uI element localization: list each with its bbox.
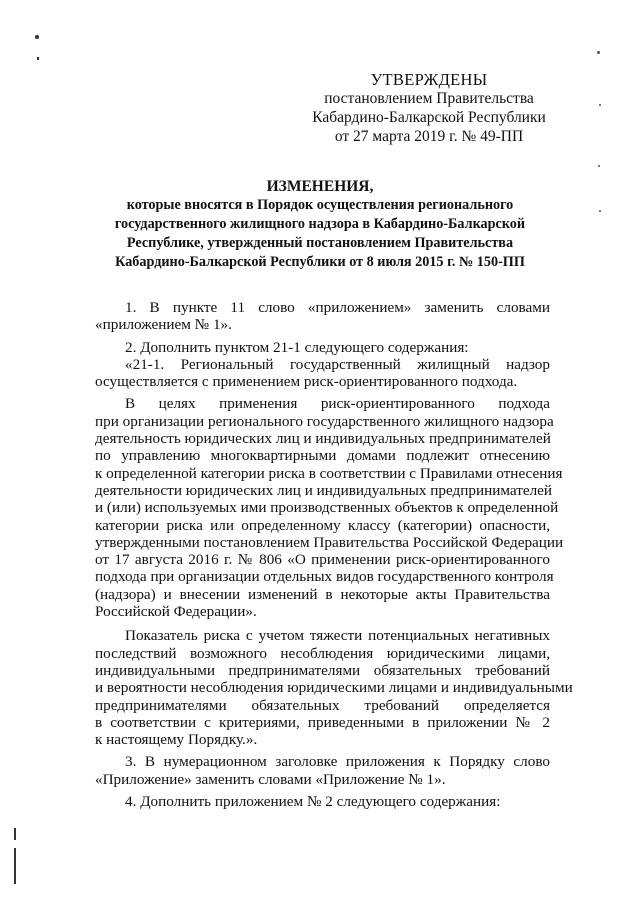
text-line: осуществляется с применением риск-ориентированного подхода. [95, 373, 518, 391]
approval-block [300, 70, 558, 146]
text-line: деятельности юридических лиц и индивидуальных предпринимателей [95, 481, 553, 499]
text-line: и (или) используемых ими производственных объектов к определенной [95, 499, 559, 517]
scan-mark [37, 57, 39, 60]
text-line: от 17 августа 2016 г. № 806 «О применении риск-ориентированного [95, 551, 550, 569]
text-line: деятельность юридических лиц и индивидуальных предпринимателей [95, 430, 551, 448]
heading-line: Кабардино-Балкарской Республики от 8 июля 2015 г. № 150-ПП [115, 254, 525, 270]
heading-line: Республике, утвержденный постановлением Правительства [126, 235, 514, 251]
text-line: в соответствии с критериями, приведенными в приложении № 2 [95, 713, 550, 731]
text-line: 2. Дополнить пунктом 21-1 следующего содержания: [125, 338, 469, 356]
text-line: предпринимателями обязательных требований определяется [95, 696, 550, 714]
text-line: к определенной категории риска в соответствии с Правилами отнесения [95, 464, 563, 482]
text-line: Российской Федерации». [95, 603, 257, 621]
text-line: «21-1. Региональный государственный жилищный надзор [125, 355, 550, 373]
text-line: «Приложение» заменить словами «Приложение № 1». [95, 770, 446, 788]
document-heading [90, 177, 550, 272]
text-line: индивидуальными предпринимателями обязательных требований [95, 661, 550, 679]
heading-line: государственного жилищного надзора в Кабардино-Балкарской [114, 216, 526, 232]
scan-mark [35, 35, 39, 39]
text-line: «приложением № 1». [95, 316, 232, 334]
text-line: к настоящему Порядку.». [95, 731, 258, 749]
text-line: по управлению многоквартирными домами подлежит отнесению [95, 447, 550, 465]
approval-line: от 27 марта 2019 г. № 49-ПП [334, 128, 524, 145]
scan-mark [14, 848, 16, 884]
approval-title: УТВЕРЖДЕНЫ [370, 70, 488, 89]
heading-line: которые вносятся в Порядок осуществления регионального [126, 197, 514, 213]
approval-line: постановлением Правительства [324, 90, 534, 107]
scan-mark [599, 104, 601, 106]
text-line: 3. В нумерационном заголовке приложения к Порядку слово [125, 753, 550, 771]
scan-mark [597, 51, 600, 54]
approval-line: Кабардино-Балкарской Республики [312, 109, 546, 126]
text-line: подхода при организации отдельных видов государственного контроля [95, 568, 554, 586]
document-body [95, 299, 573, 811]
scan-mark [14, 828, 16, 840]
text-line: последствий возможного несоблюдения юридическими лицами, [95, 644, 550, 662]
text-line: и вероятности несоблюдения юридическими лицами и индивидуальными [95, 679, 573, 697]
text-line: 1. В пункте 11 слово «приложением» заменить словами [125, 299, 550, 316]
text-line: 4. Дополнить приложением № 2 следующего содержания: [125, 793, 501, 811]
text-line: категории риска или определенному классу (категории) опасности, [95, 516, 550, 534]
text-line: утвержденными постановлением Правительства Российской Федерации [95, 533, 564, 551]
text-line: (надзора) и внесении изменений в некоторые акты Правительства [95, 585, 550, 603]
scan-mark [599, 210, 601, 212]
scan-mark [598, 165, 600, 167]
text-line: Показатель риска с учетом тяжести потенциальных негативных [125, 627, 550, 645]
text-line: при организации регионального государственного жилищного надзора [95, 412, 554, 430]
heading-title: ИЗМЕНЕНИЯ, [266, 178, 374, 195]
text-line: В целях применения риск-ориентированного подхода [125, 395, 550, 413]
